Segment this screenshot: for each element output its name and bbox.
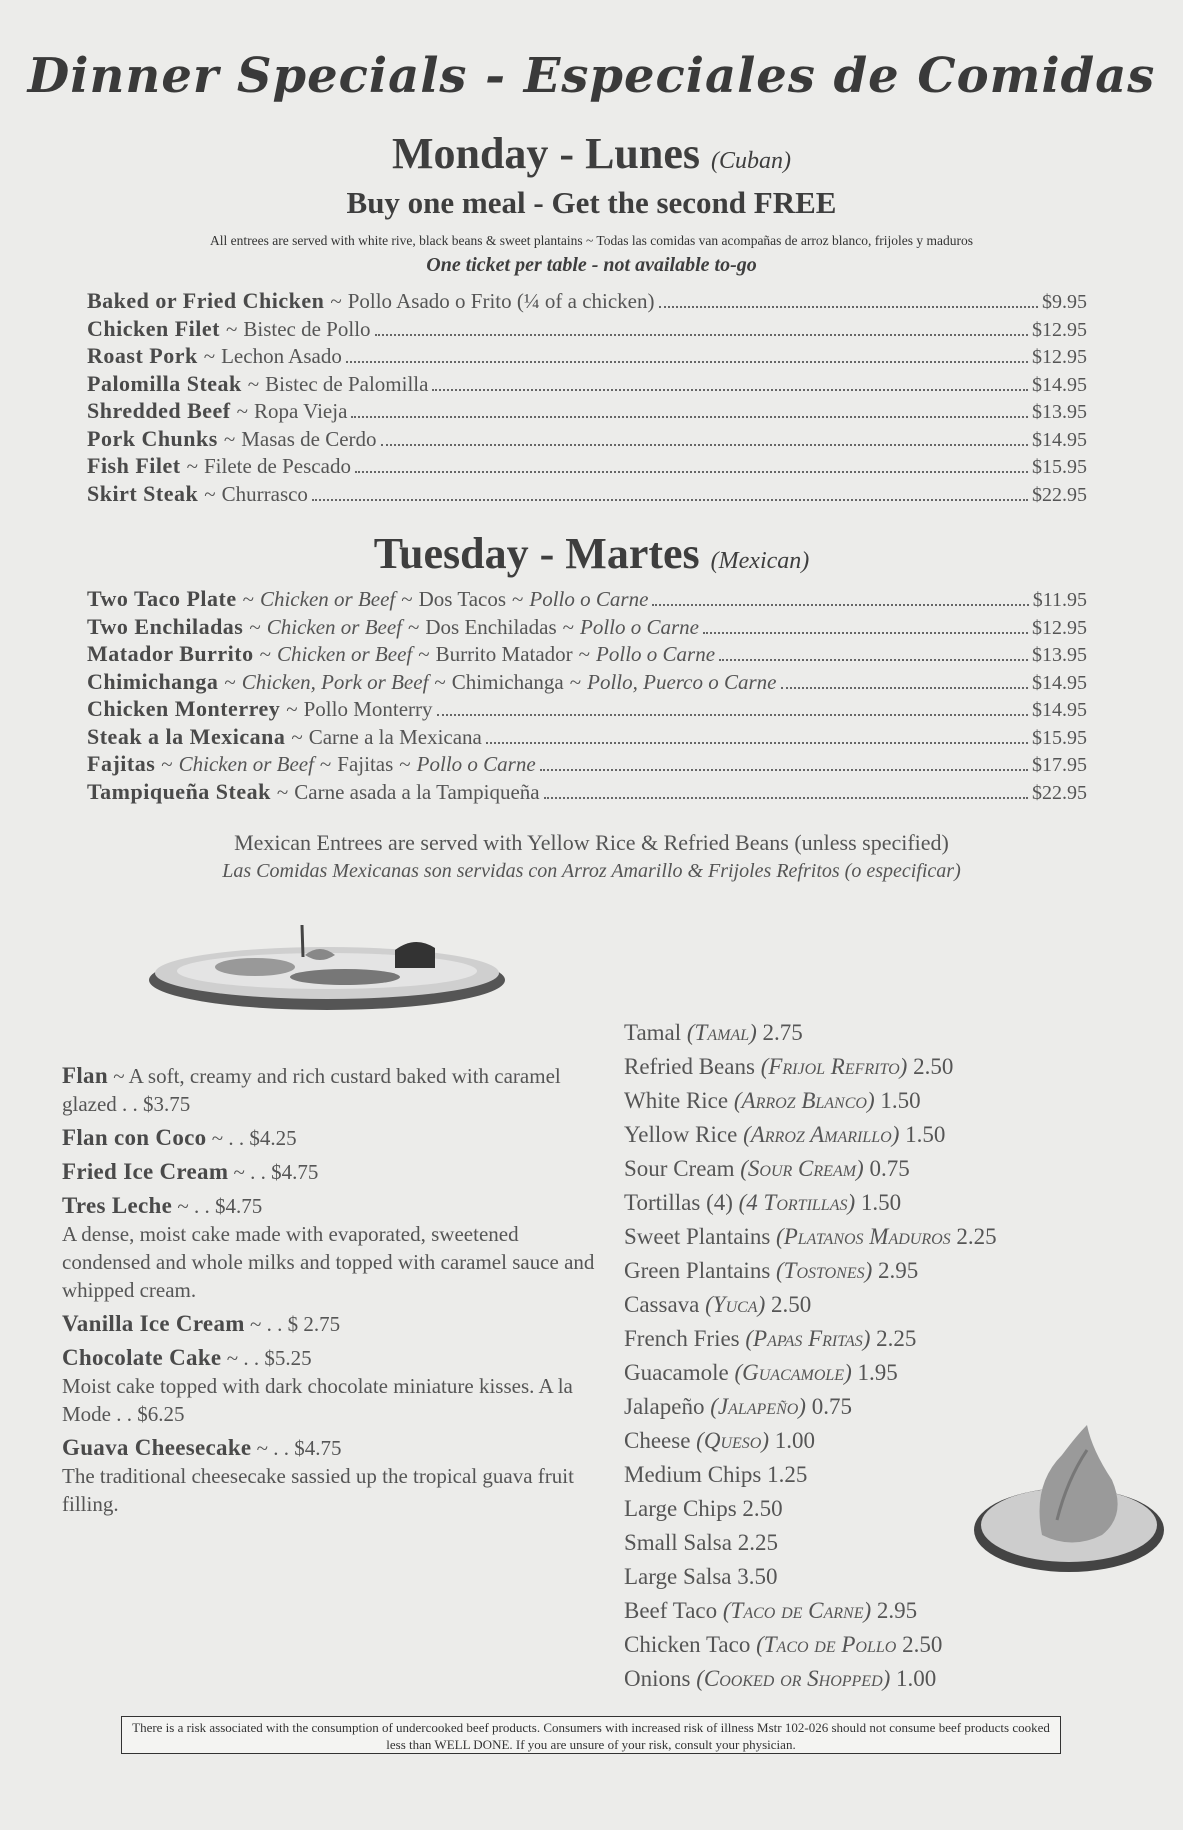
side-name: Sweet Plantains xyxy=(624,1224,771,1249)
side-order-list xyxy=(624,1020,1164,1700)
item-spanish-options: Pollo o Carne xyxy=(580,614,699,639)
side-item xyxy=(624,1190,1164,1224)
menu-item xyxy=(87,641,1087,669)
item-spanish-name: Dos Enchiladas xyxy=(425,614,557,639)
side-name: Yellow Rice xyxy=(624,1122,738,1147)
item-options: Chicken or Beef xyxy=(259,587,396,611)
item-separator: ~ xyxy=(242,587,254,611)
dessert-description: The traditional cheesecake sassied up the tropical guava fruit filling. xyxy=(62,1464,574,1516)
monday-menu-list xyxy=(87,288,1087,508)
menu-item xyxy=(87,779,1087,807)
side-price: 0.75 xyxy=(869,1156,910,1181)
item-name: Fish Filet xyxy=(87,453,181,478)
side-name: Small Salsa xyxy=(624,1530,732,1555)
item-separator: ~ xyxy=(247,371,260,396)
item-spanish-name: Pollo Monterry xyxy=(303,697,433,721)
item-price: $11.95 xyxy=(1032,589,1087,611)
item-name: Palomilla Steak xyxy=(87,370,242,396)
dessert-tilde: ~ xyxy=(107,1064,129,1088)
dessert-price: . . $4.75 xyxy=(250,1160,319,1184)
side-price: 2.50 xyxy=(742,1496,783,1521)
side-name: Guacamole xyxy=(624,1360,729,1385)
side-price: 1.50 xyxy=(860,1190,902,1215)
side-spanish-name: (Jalapeño) xyxy=(710,1394,806,1419)
item-spanish-name: Bistec de Pollo xyxy=(243,316,371,341)
menu-title: Dinner Specials - Especiales de Comidas xyxy=(27,48,1156,104)
item-spanish-options: Pollo, Puerco o Carne xyxy=(587,669,777,694)
item-separator: ~ xyxy=(249,614,261,639)
side-name: Cassava xyxy=(624,1292,700,1317)
item-spanish-name: Pollo Asado o Frito (¼ of a chicken) xyxy=(347,289,655,313)
menu-item xyxy=(87,398,1087,426)
side-item xyxy=(624,1598,1164,1632)
dot-leader xyxy=(432,388,1028,391)
side-item xyxy=(624,1122,1164,1156)
item-name: Chicken Monterrey xyxy=(87,696,281,721)
dessert-platter-illustration xyxy=(145,915,510,1015)
side-name: Onions xyxy=(624,1666,691,1691)
dot-leader xyxy=(437,713,1028,716)
item-spanish-name: Masas de Cerdo xyxy=(241,426,377,451)
side-price: 2.50 xyxy=(913,1054,954,1079)
dessert-name: Tres Leche xyxy=(62,1193,173,1218)
dessert-heading xyxy=(62,1192,602,1220)
side-name: Large Salsa xyxy=(624,1564,732,1589)
side-price: 0.75 xyxy=(811,1394,852,1419)
item-spanish-name: Ropa Vieja xyxy=(253,399,348,423)
side-item xyxy=(624,1632,1164,1666)
monday-ticket-note: One ticket per table - not available to-go xyxy=(426,254,757,276)
dot-leader xyxy=(719,658,1028,661)
item-price: $17.95 xyxy=(1032,754,1087,776)
item-separator: ~ xyxy=(161,752,173,776)
item-spanish-options: Pollo o Carne xyxy=(596,642,716,666)
dot-leader xyxy=(312,498,1028,501)
dessert-heading xyxy=(62,1124,602,1152)
item-separator: ~ xyxy=(203,344,216,368)
item-spanish-name: Fajitas xyxy=(337,752,394,776)
dessert-item xyxy=(62,1434,602,1518)
dessert-heading xyxy=(62,1344,602,1372)
undercooked-beef-disclaimer: There is a risk associated with the consumption of undercooked beef products. Consumers with increased risk of illness Mstr 102-026 should not consume beef products cooked less than WELL DONE. If you are unsure of your risk, consult your physician. xyxy=(121,1716,1061,1754)
dessert-tilde: ~ xyxy=(251,1436,274,1460)
item-separator: ~ xyxy=(562,614,574,639)
dessert-item xyxy=(62,1310,602,1338)
dessert-tilde: ~ xyxy=(228,1160,251,1184)
dot-leader xyxy=(659,305,1039,308)
item-spanish-options: Pollo o Carne xyxy=(529,587,649,611)
item-separator: ~ xyxy=(434,669,446,694)
item-options: Chicken or Beef xyxy=(178,752,314,776)
item-separator: ~ xyxy=(418,642,430,666)
side-spanish-name: (Tostones) xyxy=(776,1258,873,1283)
side-spanish-name: (Queso) xyxy=(696,1428,769,1453)
menu-item xyxy=(87,453,1087,481)
dot-leader xyxy=(375,333,1028,336)
item-price: $15.95 xyxy=(1032,726,1087,749)
side-item xyxy=(624,1054,1164,1088)
menu-item xyxy=(87,751,1087,779)
side-price: 2.50 xyxy=(771,1292,812,1317)
mexican-note-en: Mexican Entrees are served with Yellow Rice & Refried Beans (unless specified) xyxy=(234,830,949,855)
dessert-list xyxy=(62,1062,602,1524)
menu-item xyxy=(87,426,1087,454)
side-item xyxy=(624,1360,1164,1394)
item-separator: ~ xyxy=(236,399,248,423)
side-name: Cheese xyxy=(624,1428,691,1453)
side-spanish-name: (Taco de Carne) xyxy=(722,1598,872,1623)
item-spanish-name: Carne asada a la Tampiqueña xyxy=(294,779,540,804)
item-price: $13.95 xyxy=(1032,644,1087,666)
dessert-price: . . $4.75 xyxy=(193,1194,263,1218)
side-name: Tamal xyxy=(624,1020,682,1045)
side-item xyxy=(624,1020,1164,1054)
monday-served-note: All entrees are served with white rive, black beans & sweet plantains ~ Todas las comidas van acompañas de arroz blanco, frijoles y maduros xyxy=(210,233,973,248)
dessert-heading xyxy=(62,1434,602,1462)
item-separator: ~ xyxy=(224,669,236,694)
dessert-price: . . $5.25 xyxy=(243,1346,312,1370)
dessert-name: Fried Ice Cream xyxy=(62,1159,229,1184)
tuesday-heading xyxy=(0,528,1183,579)
menu-item xyxy=(87,724,1087,752)
dot-leader xyxy=(346,360,1028,363)
item-spanish-name: Lechon Asado xyxy=(221,344,342,368)
item-separator: ~ xyxy=(578,642,591,666)
side-price: 1.00 xyxy=(774,1428,815,1453)
item-separator: ~ xyxy=(204,481,216,506)
item-spanish-name: Chimichanga xyxy=(451,669,564,694)
dot-leader xyxy=(486,741,1028,744)
monday-promo: Buy one meal - Get the second FREE xyxy=(346,185,837,220)
menu-item xyxy=(87,316,1087,344)
side-item xyxy=(624,1394,1164,1428)
item-price: $15.95 xyxy=(1032,456,1087,478)
side-item xyxy=(624,1224,1164,1258)
side-item xyxy=(624,1088,1164,1122)
item-options: Chicken, Pork or Beef xyxy=(241,669,429,694)
dot-leader xyxy=(381,443,1028,446)
side-spanish-name: (4 Tortillas) xyxy=(738,1190,856,1215)
side-item xyxy=(624,1292,1164,1326)
dessert-item xyxy=(62,1192,602,1304)
side-spanish-name: (Arroz Amarillo) xyxy=(743,1122,900,1147)
menu-item xyxy=(87,586,1087,614)
item-separator: ~ xyxy=(569,669,582,694)
item-spanish-name: Carne a la Mexicana xyxy=(308,724,482,749)
side-price: 2.25 xyxy=(956,1224,997,1249)
side-price: 1.25 xyxy=(767,1462,808,1487)
side-spanish-name: (Arroz Blanco) xyxy=(733,1088,875,1113)
dot-leader xyxy=(355,470,1028,473)
side-name: Sour Cream xyxy=(624,1156,735,1181)
dessert-tilde: ~ xyxy=(206,1126,229,1150)
item-price: $14.95 xyxy=(1032,699,1087,721)
item-price: $14.95 xyxy=(1032,373,1087,396)
side-name: French Fries xyxy=(624,1326,740,1351)
side-price: 1.95 xyxy=(857,1360,898,1385)
item-separator: ~ xyxy=(286,697,298,721)
dessert-name: Flan xyxy=(62,1063,108,1088)
dessert-heading xyxy=(62,1310,602,1338)
dessert-name: Chocolate Cake xyxy=(62,1345,222,1370)
side-item xyxy=(624,1666,1164,1700)
tuesday-cuisine: (Mexican) xyxy=(710,548,810,574)
item-spanish-name: Filete de Pescado xyxy=(203,454,351,478)
dessert-price: . . $ 2.75 xyxy=(266,1312,341,1336)
item-separator: ~ xyxy=(186,454,198,478)
dessert-item xyxy=(62,1158,602,1186)
item-name: Chicken Filet xyxy=(87,315,220,341)
item-spanish-name: Burrito Matador xyxy=(435,642,573,666)
item-separator: ~ xyxy=(319,752,332,776)
side-spanish-name: (Tamal) xyxy=(686,1020,757,1045)
side-spanish-name: (Guacamole) xyxy=(734,1360,852,1385)
item-separator: ~ xyxy=(223,426,236,451)
item-price: $12.95 xyxy=(1032,616,1087,639)
side-name: Green Plantains xyxy=(624,1258,771,1283)
item-separator: ~ xyxy=(401,587,413,611)
dessert-price: . . $4.75 xyxy=(273,1436,342,1460)
dessert-description: A dense, moist cake made with evaporated, sweetened condensed and whole milks and topped with caramel sauce and whipped cream. xyxy=(62,1222,595,1302)
item-options: Chicken or Beef xyxy=(266,614,403,639)
side-price: 2.95 xyxy=(876,1598,918,1623)
dot-leader xyxy=(781,686,1029,689)
dessert-item xyxy=(62,1124,602,1152)
side-spanish-name: (Cooked or Shopped) xyxy=(696,1666,891,1691)
dessert-description: Moist cake topped with dark chocolate miniature kisses. A la Mode . . $6.25 xyxy=(62,1374,573,1426)
item-name: Steak a la Mexicana xyxy=(87,723,286,749)
side-item xyxy=(624,1326,1164,1360)
side-item xyxy=(624,1156,1164,1190)
side-spanish-name: (Platanos Maduros xyxy=(776,1224,951,1249)
dot-leader xyxy=(544,796,1028,799)
item-name: Two Enchiladas xyxy=(87,613,244,639)
dessert-name: Vanilla Ice Cream xyxy=(62,1311,245,1336)
item-separator: ~ xyxy=(399,752,411,776)
item-price: $14.95 xyxy=(1032,428,1087,451)
dessert-item xyxy=(62,1344,602,1428)
dot-leader xyxy=(351,415,1028,418)
side-spanish-name: (Sour Cream) xyxy=(740,1156,864,1181)
side-name: Tortillas (4) xyxy=(624,1190,733,1215)
item-separator: ~ xyxy=(226,316,238,341)
item-spanish-options: Pollo o Carne xyxy=(416,752,536,776)
item-price: $9.95 xyxy=(1042,291,1087,313)
dessert-item xyxy=(62,1062,602,1118)
monday-heading-text: Monday - Lunes xyxy=(391,129,701,178)
side-price: 2.25 xyxy=(876,1326,917,1351)
item-separator: ~ xyxy=(512,587,524,611)
side-name: Medium Chips xyxy=(624,1462,762,1487)
side-price: 3.50 xyxy=(737,1564,778,1589)
side-spanish-name: (Frijol Refrito) xyxy=(760,1054,908,1079)
item-spanish-name: Churrasco xyxy=(221,481,308,506)
menu-item xyxy=(87,669,1087,697)
item-separator: ~ xyxy=(259,642,271,666)
item-spanish-name: Dos Tacos xyxy=(418,587,507,611)
side-price: 1.50 xyxy=(880,1088,921,1113)
dessert-tilde: ~ xyxy=(244,1312,267,1336)
side-price: 1.50 xyxy=(905,1122,946,1147)
item-price: $13.95 xyxy=(1032,401,1087,423)
side-spanish-name: (Yuca) xyxy=(705,1292,766,1317)
food-plate-illustration xyxy=(972,1425,1167,1575)
dot-leader xyxy=(652,603,1028,606)
item-name: Tampiqueña Steak xyxy=(87,778,271,804)
item-name: Roast Pork xyxy=(87,343,198,368)
monday-cuisine: (Cuban) xyxy=(711,148,792,174)
item-name: Skirt Steak xyxy=(87,480,199,506)
side-price: 2.95 xyxy=(878,1258,919,1283)
item-separator: ~ xyxy=(408,614,420,639)
dessert-name: Flan con Coco xyxy=(62,1125,207,1150)
mexican-note-es: Las Comidas Mexicanas son servidas con Arroz Amarillo & Frijoles Refritos (o especificar) xyxy=(222,860,961,882)
side-price: 2.25 xyxy=(737,1530,778,1555)
side-name: Beef Taco xyxy=(624,1598,718,1623)
item-name: Shredded Beef xyxy=(87,398,231,423)
item-price: $12.95 xyxy=(1032,346,1087,368)
item-name: Two Taco Plate xyxy=(87,586,237,611)
item-name: Baked or Fried Chicken xyxy=(87,288,325,313)
dot-leader xyxy=(703,631,1028,634)
item-price: $14.95 xyxy=(1032,671,1087,694)
menu-item xyxy=(87,696,1087,724)
side-price: 2.75 xyxy=(762,1020,803,1045)
side-price: 1.00 xyxy=(896,1666,937,1691)
item-price: $22.95 xyxy=(1032,483,1087,506)
tuesday-menu-list xyxy=(87,586,1087,806)
dessert-tilde: ~ xyxy=(221,1346,244,1370)
item-name: Pork Chunks xyxy=(87,425,218,451)
monday-heading xyxy=(0,128,1183,179)
side-spanish-name: (Taco de Pollo xyxy=(756,1632,897,1657)
menu-item xyxy=(87,288,1087,316)
side-spanish-name: (Papas Fritas) xyxy=(745,1326,871,1351)
side-name: Large Chips xyxy=(624,1496,737,1521)
side-price: 2.50 xyxy=(902,1632,943,1657)
item-separator: ~ xyxy=(330,289,342,313)
dot-leader xyxy=(540,768,1028,771)
menu-item xyxy=(87,343,1087,371)
dessert-heading xyxy=(62,1062,602,1118)
item-name: Matador Burrito xyxy=(87,641,254,666)
item-name: Fajitas xyxy=(87,751,156,776)
item-spanish-name: Bistec de Palomilla xyxy=(265,371,429,396)
side-name: Jalapeño xyxy=(624,1394,705,1419)
tuesday-heading-text: Tuesday - Martes xyxy=(373,529,700,578)
side-name: Chicken Taco xyxy=(624,1632,751,1657)
side-item xyxy=(624,1258,1164,1292)
item-price: $12.95 xyxy=(1032,318,1087,341)
menu-item xyxy=(87,614,1087,642)
item-options: Chicken or Beef xyxy=(276,642,413,666)
side-name: Refried Beans xyxy=(624,1054,755,1079)
dessert-description: A soft, creamy and rich custard baked with caramel glazed . . $3.75 xyxy=(62,1064,561,1116)
dessert-tilde: ~ xyxy=(172,1194,194,1218)
item-name: Chimichanga xyxy=(87,668,219,694)
dessert-name: Guava Cheesecake xyxy=(62,1435,252,1460)
item-separator: ~ xyxy=(291,724,303,749)
dessert-heading xyxy=(62,1158,602,1186)
menu-item xyxy=(87,481,1087,509)
item-price: $22.95 xyxy=(1032,781,1087,804)
item-separator: ~ xyxy=(276,779,289,804)
dessert-price: . . $4.25 xyxy=(228,1126,297,1150)
menu-item xyxy=(87,371,1087,399)
side-name: White Rice xyxy=(624,1088,729,1113)
